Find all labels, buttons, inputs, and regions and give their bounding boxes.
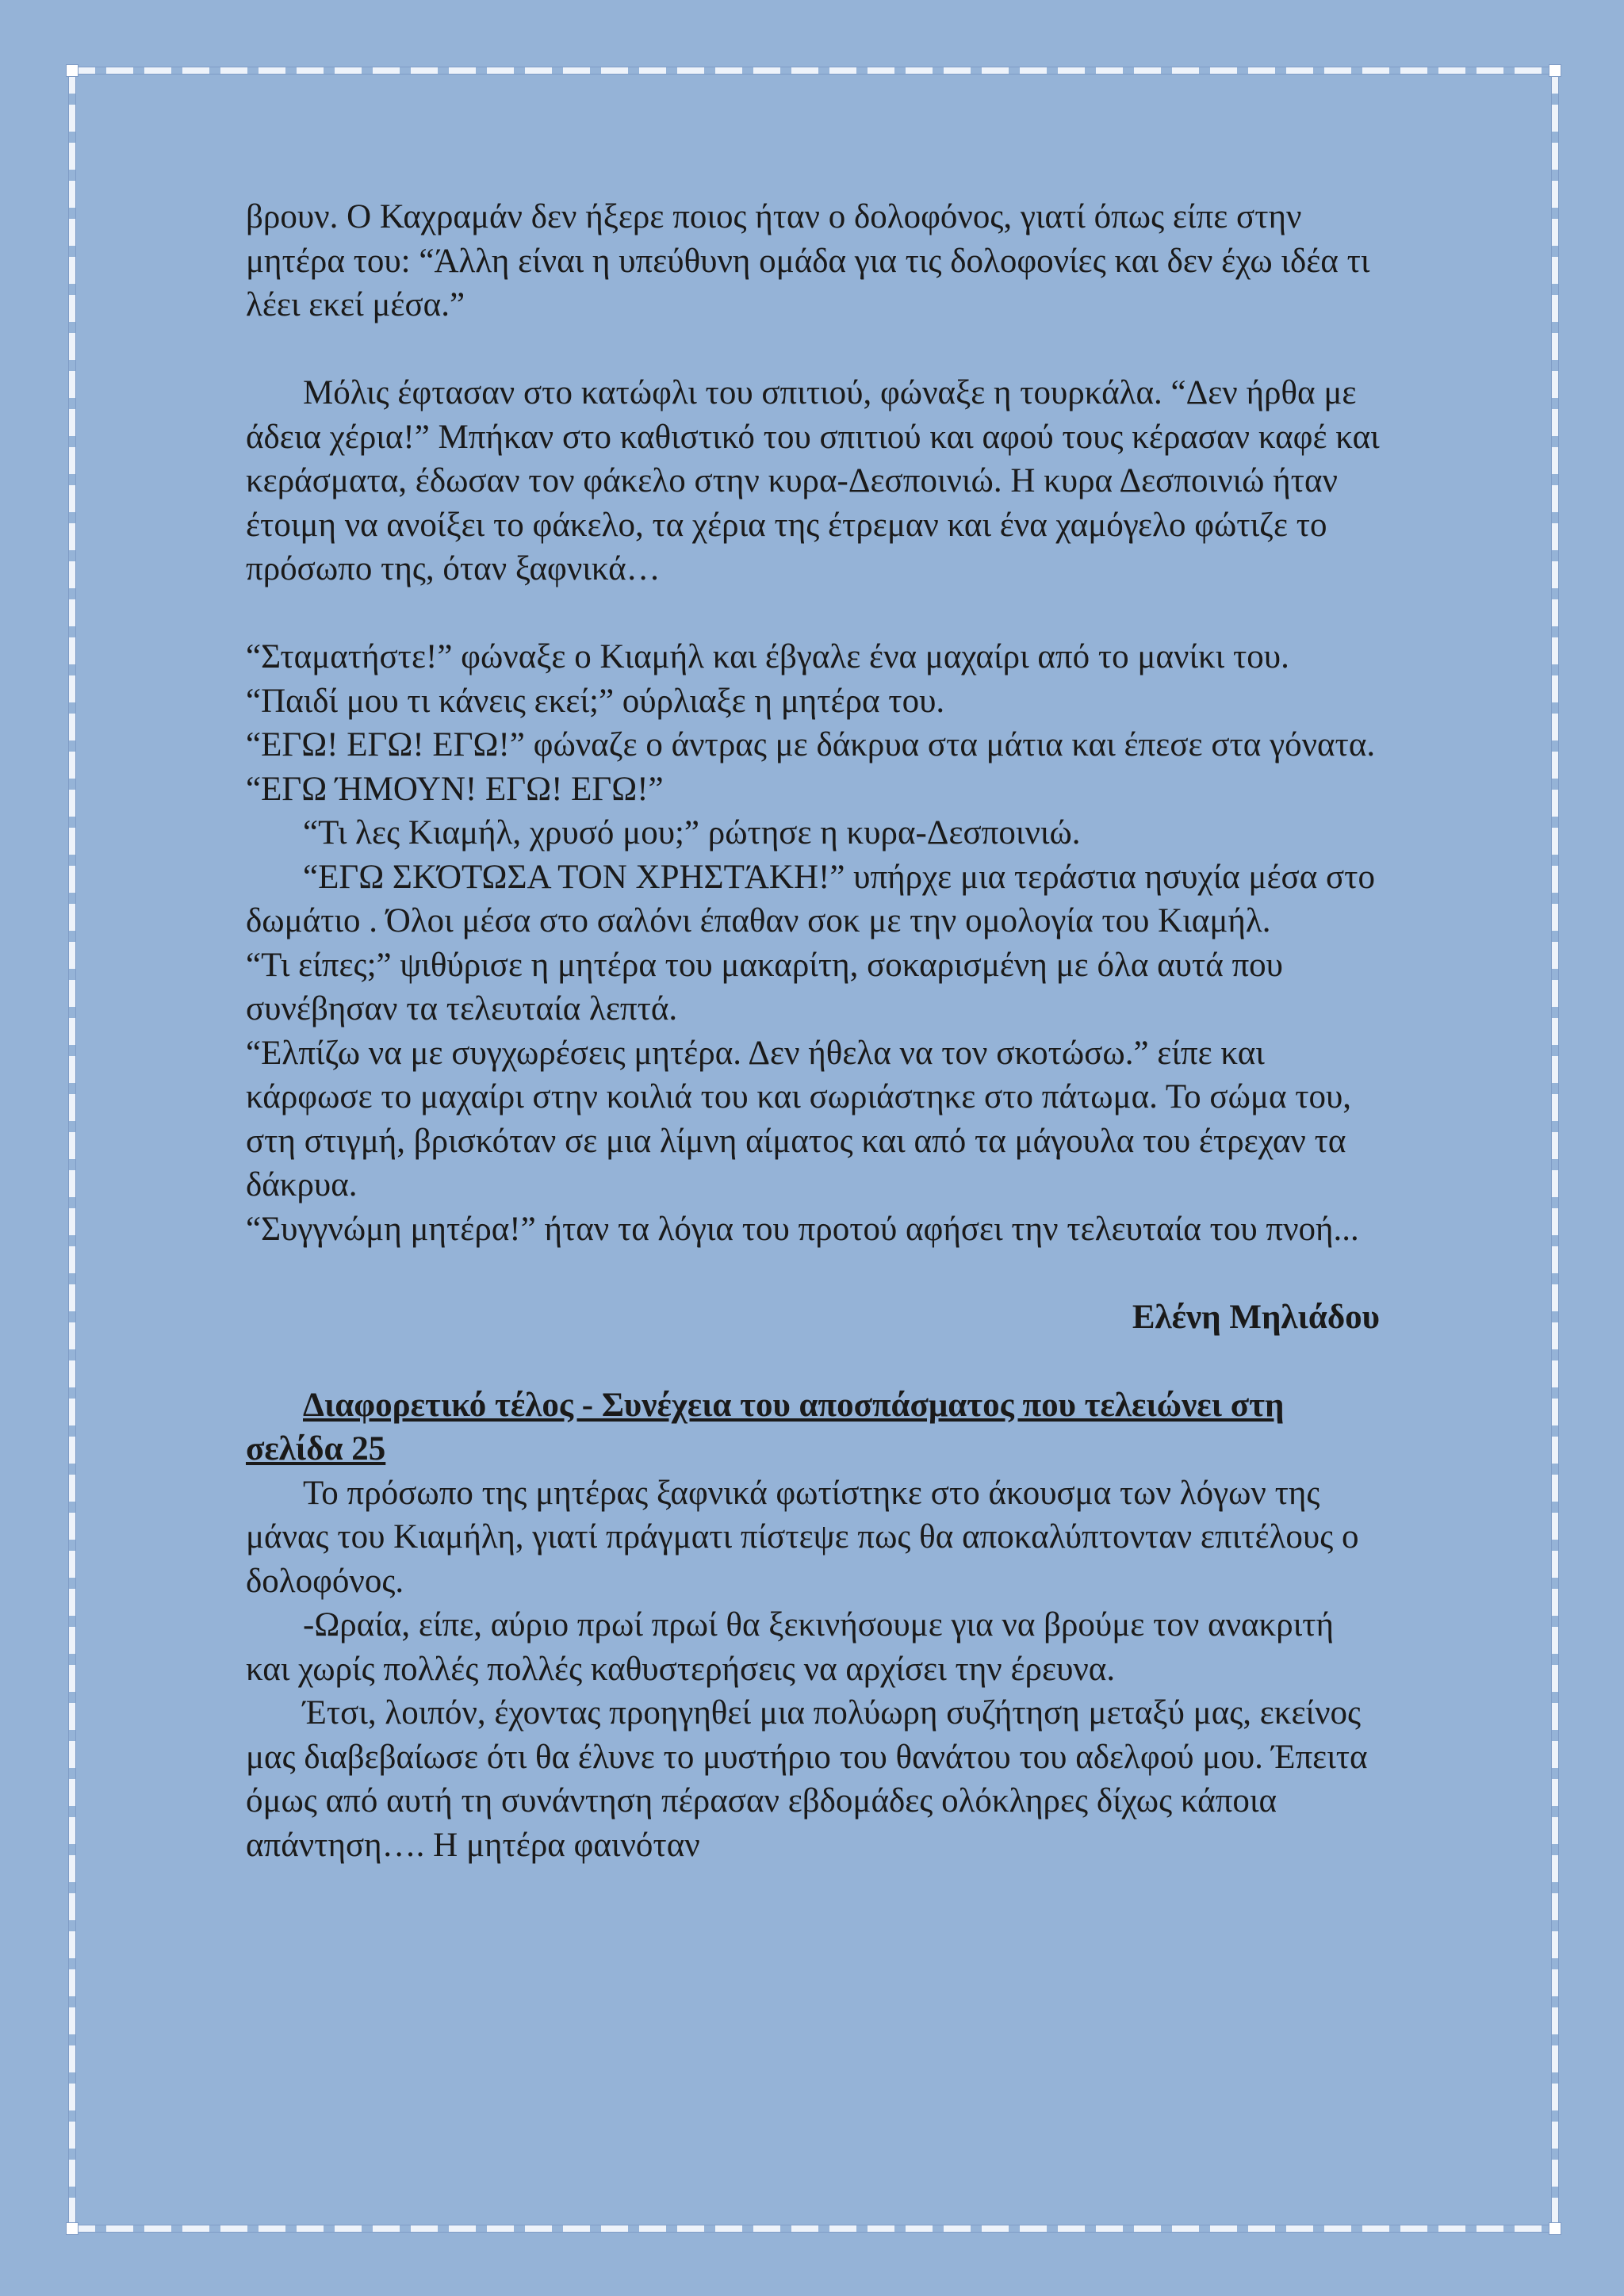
paragraph: Το πρόσωπο της μητέρας ξαφνικά φωτίστηκε στο άκουσμα των λόγων της μάνας του Κιαμήλη, γιατί πράγματι πίστεψε πως θα αποκαλύπτονταν επιτέλους ο δολοφόνος. [246,1474,1359,1600]
border-bottom [68,2225,1559,2233]
dialogue-line: “ΕΓΩ! ΕΓΩ! ΕΓΩ!” φώναζε ο άντρας με δάκρυα στα μάτια και έπεσε στα γόνατα. [246,726,1376,763]
paragraph-gap [246,327,1380,372]
dialogue-line: “Σταματήστε!” φώναξε ο Κιαμήλ και έβγαλε ένα μαχαίρι από το μανίκι του. [246,638,1289,675]
dialogue-line: “ΕΓΩ ΣΚΌΤΩΣΑ ΤΟΝ ΧΡΗΣΤΆΚΗ!” υπήρχε μια τεράστια ησυχία μέσα στο δωμάτιο . Όλοι μέσα στο σαλόνι έπαθαν σοκ με την ομολογία του Κιαμήλ. [246,858,1375,939]
dialogue-line: “Τι είπες;” ψιθύρισε η μητέρα του μακαρίτη, σοκαρισμένη με όλα αυτά που συνέβησαν τα τελευταία λεπτά. [246,946,1283,1027]
dialogue-line: “Συγγνώμη μητέρα!” ήταν τα λόγια του προτού αφήσει την τελευταία του πνοή... [246,1210,1359,1248]
dialogue-line: “ΕΓΩ ΉΜΟΥΝ! ΕΓΩ! ΕΓΩ!” [246,770,664,808]
paragraph-gap [246,591,1380,636]
paragraph-gap [246,1339,1380,1383]
dialogue-line: “Τι λες Κιαμήλ, χρυσό μου;” ρώτησε η κυρα-Δεσποινιώ. [303,814,1081,851]
paragraph: Μόλις έφτασαν στο κατώφλι του σπιτιού, φώναξε η τουρκάλα. “Δεν ήρθα με άδεια χέρια!” Μπήκαν στο καθιστικό του σπιτιού και αφού τους κέρασαν καφέ και κεράσματα, έδωσαν τον φάκελο στην κυρα-Δεσποινιώ. Η κυρα Δεσποινιώ ήταν έτοιμη να ανοίξει το φάκελο, τα χέρια της έτρεμαν και ένα χαμόγελο φώτιζε το πρόσωπο της, όταν ξαφνικά… [246,374,1380,587]
border-right [1551,67,1559,2233]
border-corner [1549,64,1561,77]
dialogue-line: “Ελπίζω να με συγχωρέσεις μητέρα. Δεν ήθελα να τον σκοτώσω.” είπε και κάρφωσε το μαχαίρι στην κοιλιά του και σωριάστηκε στο πάτωμα. Το σώμα του, στη στιγμή, βρισκόταν σε μια λίμνη αίματος και από τα μάγουλα του έτρεχαν τα δάκρυα. [246,1034,1352,1203]
paragraph: βρουν. Ο Καχραμάν δεν ήξερε ποιος ήταν ο δολοφόνος, γιατί όπως είπε στην μητέρα του: “Άλλη είναι η υπεύθυνη ομάδα για τις δολοφονίες και δεν έχω ιδέα τι λέει εκεί μέσα.” [246,198,1370,323]
dialogue-line: “Παιδί μου τι κάνεις εκεί;” ούρλιαξε η μητέρα του. [246,682,945,720]
paragraph: Έτσι, λοιπόν, έχοντας προηγηθεί μια πολύωρη συζήτηση μεταξύ μας, εκείνος μας διαβεβαίωσε ότι θα έλυνε το μυστήριο του θανάτου του αδελφού μου. Έπειτα όμως από αυτή τη συνάντηση πέρασαν εβδομάδες ολόκληρες δίχως κάποια απάντηση…. Η μητέρα φαινόταν [246,1694,1368,1864]
author-signature: Ελένη Μηλιάδου [1132,1298,1380,1336]
border-corner [66,2222,79,2235]
border-top [68,67,1559,75]
section-heading: Διαφορετικό τέλος - Συνέχεια του αποσπάσματος που τελειώνει στη σελίδα 25 [246,1386,1285,1468]
border-corner [1549,2222,1561,2235]
document-body [246,195,1380,1867]
paragraph-gap [246,1251,1380,1295]
paragraph: -Ωραία, είπε, αύριο πρωί πρωί θα ξεκινήσουμε για να βρούμε τον ανακριτή και χωρίς πολλές πολλές καθυστερήσεις να αρχίσει την έρευνα. [246,1606,1335,1688]
border-corner [66,64,79,77]
border-left [68,67,76,2233]
